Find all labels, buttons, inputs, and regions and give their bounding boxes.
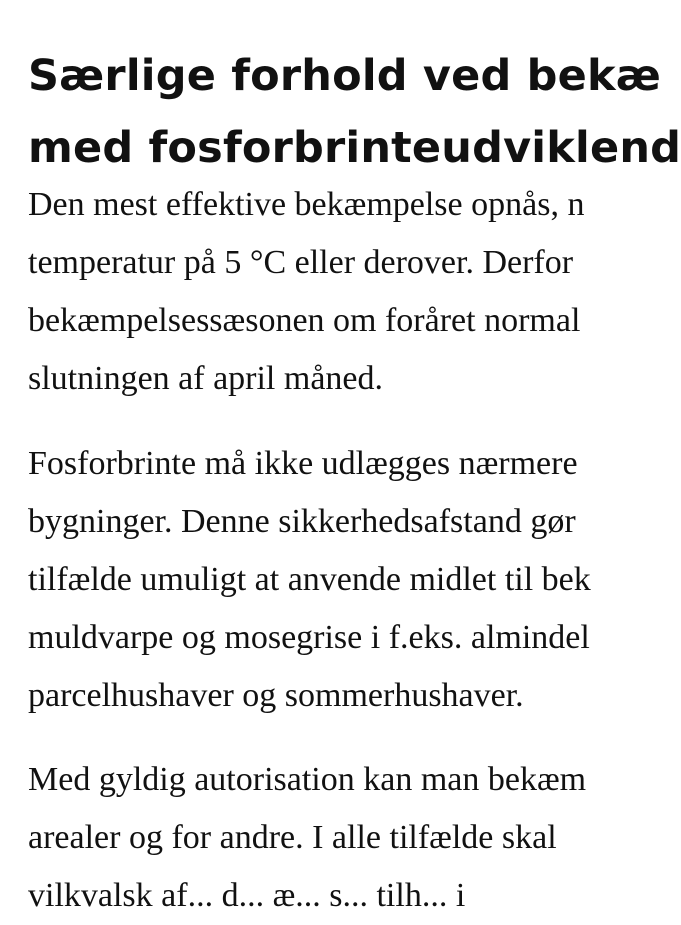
paragraph-line: Med gyldig autorisation kan man bekæm [28, 761, 587, 798]
paragraph-line: temperatur på 5 °C eller derover. Derfor [28, 244, 574, 281]
paragraph-authorisation [28, 751, 586, 925]
heading-line: Særlige forhold ved bekæ [28, 51, 662, 101]
paragraph-line: slutningen af april måned. [28, 360, 384, 397]
paragraph-line: bygninger. Denne sikkerhedsafstand gør [28, 503, 576, 540]
paragraph-line: Fosforbrinte må ikke udlægges nærmere [28, 445, 578, 482]
paragraph-safety-distance [28, 435, 591, 725]
paragraph-line: tilfælde umuligt at anvende midlet til bek [28, 561, 591, 598]
paragraph-line: bekæmpelsessæsonen om foråret normal [28, 302, 581, 339]
paragraph-line: parcelhushaver og sommerhushaver. [28, 677, 524, 714]
paragraph-line: vilkvalsk af... d... æ... s... tilh... i [28, 877, 466, 914]
paragraph-temperature [28, 176, 584, 408]
paragraph-line: Den mest effektive bekæmpelse opnås, n [28, 186, 585, 223]
paragraph-line: arealer og for andre. I alle tilfælde skal [28, 819, 557, 856]
heading-line: med fosforbrinteudviklend [28, 123, 681, 173]
paragraph-line: muldvarpe og mosegrise i f.eks. almindel [28, 619, 590, 656]
article-heading [28, 40, 681, 184]
